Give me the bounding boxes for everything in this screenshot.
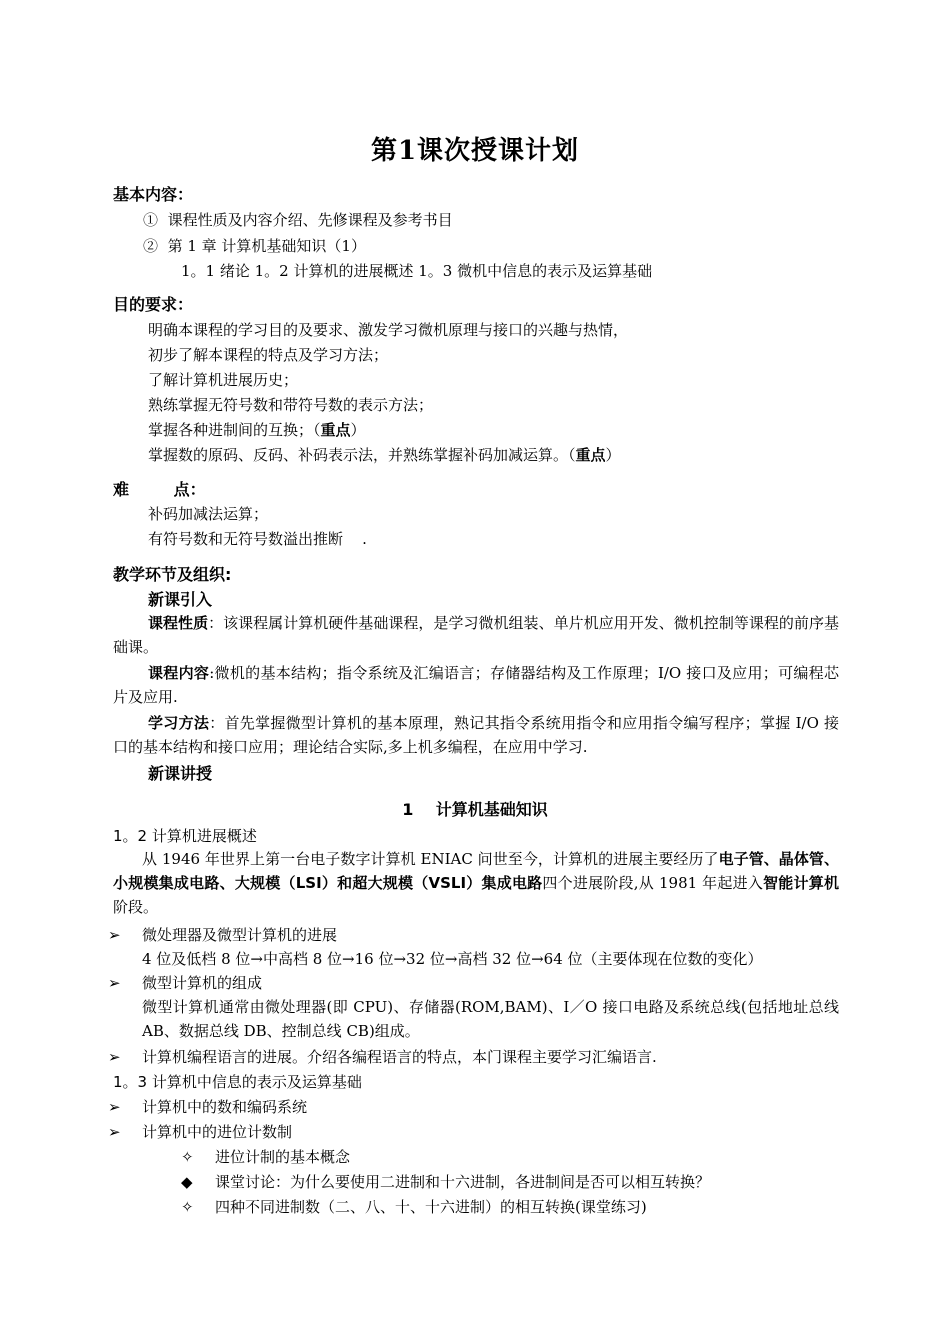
list-item-text: 计算机中的数和编码系统 [142,1098,308,1116]
hollow-star-bullet-icon: ✧ [181,1148,194,1166]
list-item-number-coding [108,1097,307,1117]
list-item-text: 微处理器及微型计算机的进展 [142,926,338,944]
course-content-text: :微机的基本结构；指令系统及汇编语言；存储器结构及工作原理；I/O 接口及应用；可编程芯片及应用. [113,664,839,706]
goal-line-6-text: 掌握数的原码、反码、补码表示法，并熟练掌握补码加减运算。（ [148,446,576,464]
list-item-radix-systems [108,1122,292,1142]
list-item-microcomputer-composition [108,973,262,993]
goal-line-5 [148,420,366,440]
circled-two-marker: ② [143,237,159,255]
history-text-a: 从 1946 年世界上第一台电子数字计算机 ENIAC 问世至今，计算机的进展主要经历了 [142,850,719,868]
chapter-number: 1 [402,800,414,819]
sub-item-text: 课堂讨论：为什么要使用二进制和十六进制，各进制间是否可以相互转换？ [215,1173,711,1191]
goal-line-5-text: 掌握各种进制间的互换；（ [148,421,321,439]
course-nature-label: 课程性质 [148,614,209,632]
difficulty-heading: 难 点： [113,480,206,499]
basic-item-1-text: 课程性质及内容介绍、先修课程及参考书目 [167,211,453,229]
goal-line-1: 明确本课程的学习目的及要求、激发学习微机原理与接口的兴趣与热情， [148,321,629,339]
learning-method-paragraph [113,711,839,759]
lecture-heading: 新课讲授 [148,764,213,783]
hollow-star-bullet-icon: ✧ [181,1198,194,1216]
history-stages: 电子管、晶体管、小规模集成电路、大规模（LSI）和超大规模（VSLI）集成电路 [113,850,839,892]
page-title: 第1课次授课计划 [370,136,580,166]
history-paragraph [113,847,839,919]
goal-line-6-end: ） [605,446,621,464]
chapter-heading [0,800,950,820]
list-item-text: 微型计算机的组成 [142,974,263,992]
goal-line-4: 熟练掌握无符号数和带符号数的表示方法； [148,396,434,414]
basic-item-2 [143,236,366,256]
processor-evolution-text: 4 位及低档 8 位→中高档 8 位→16 位→32 位→高档 32 位→64 位（主要体现在位数的变化） [142,950,763,968]
history-text-c: 四个进展阶段,从 1981 年起进入 [542,874,764,892]
intelligent-computer: 智能计算机 [763,874,839,892]
arrow-bullet-icon: ➢ [108,974,121,992]
sub-item-text: 进位计制的基本概念 [215,1148,351,1166]
list-item-text: 计算机中的进位计数制 [142,1123,293,1141]
sub-item-text: 四种不同进制数（二、八、十、十六进制）的相互转换(课堂练习) [215,1198,647,1216]
history-text-d: 阶段。 [113,898,159,916]
list-item-processor-evolution [108,925,337,945]
learning-method-text: ：首先掌握微型计算机的基本原理，熟记其指令系统用指令和应用指令编写程序；掌握 I/O 接口的基本结构和接口应用；理论结合实际,多上机多编程，在应用中学习. [113,714,839,756]
chapter-title: 计算机基础知识 [435,800,548,819]
arrow-bullet-icon: ➢ [108,926,121,944]
intro-heading: 新课引入 [148,590,213,609]
arrow-bullet-icon: ➢ [108,1048,121,1066]
goal-line-6 [148,445,621,465]
difficulty-line-1: 补码加减法运算； [148,505,269,523]
sub-item-conversion-exercise [181,1197,647,1217]
learning-method-label: 学习方法 [148,714,210,732]
section-1-3-heading: 1。3 计算机中信息的表示及运算基础 [113,1073,362,1091]
course-content-paragraph [113,661,839,709]
sub-item-class-discussion [181,1172,710,1192]
sub-item-basic-concepts [181,1147,350,1167]
basic-content-heading: 基本内容： [113,185,194,204]
course-nature-paragraph [113,611,839,659]
goal-line-2: 初步了解本课程的特点及学习方法； [148,346,389,364]
teaching-heading: 教学环节及组织: [113,565,232,584]
section-1-2-heading: 1。2 计算机进展概述 [113,827,257,845]
list-item-programming-languages [108,1047,657,1067]
key-point-label: 重点 [320,421,351,439]
solid-diamond-bullet-icon: ◆ [181,1173,193,1191]
goals-heading: 目的要求： [113,295,194,314]
course-content-label: 课程内容 [148,664,210,682]
microcomputer-composition-text: 微型计算机通常由微处理器(即 CPU)、存储器(ROM,BAM)、I／O 接口电路及系统总线(包括地址总线 AB、数据总线 DB、控制总线 CB)组成。 [142,998,839,1040]
goal-line-5-end: ） [350,421,366,439]
goal-line-3: 了解计算机进展历史； [148,371,299,389]
circled-one-marker: ① [143,211,159,229]
basic-item-2-text: 第 1 章 计算机基础知识（1） [167,237,366,255]
basic-subsections: 1。1 绪论 1。2 计算机的进展概述 1。3 微机中信息的表示及运算基础 [181,262,653,280]
arrow-bullet-icon: ➢ [108,1098,121,1116]
arrow-bullet-icon: ➢ [108,1123,121,1141]
key-point-label: 重点 [575,446,606,464]
course-nature-text: ：该课程属计算机硬件基础课程，是学习微机组装、单片机应用开发、微机控制等课程的前序基础课。 [113,614,839,656]
basic-item-1 [143,210,453,230]
difficulty-line-2: 有符号数和无符号数溢出推断 . [148,530,367,548]
list-item-text: 计算机编程语言的进展。介绍各编程语言的特点，本门课程主要学习汇编语言. [142,1048,657,1066]
